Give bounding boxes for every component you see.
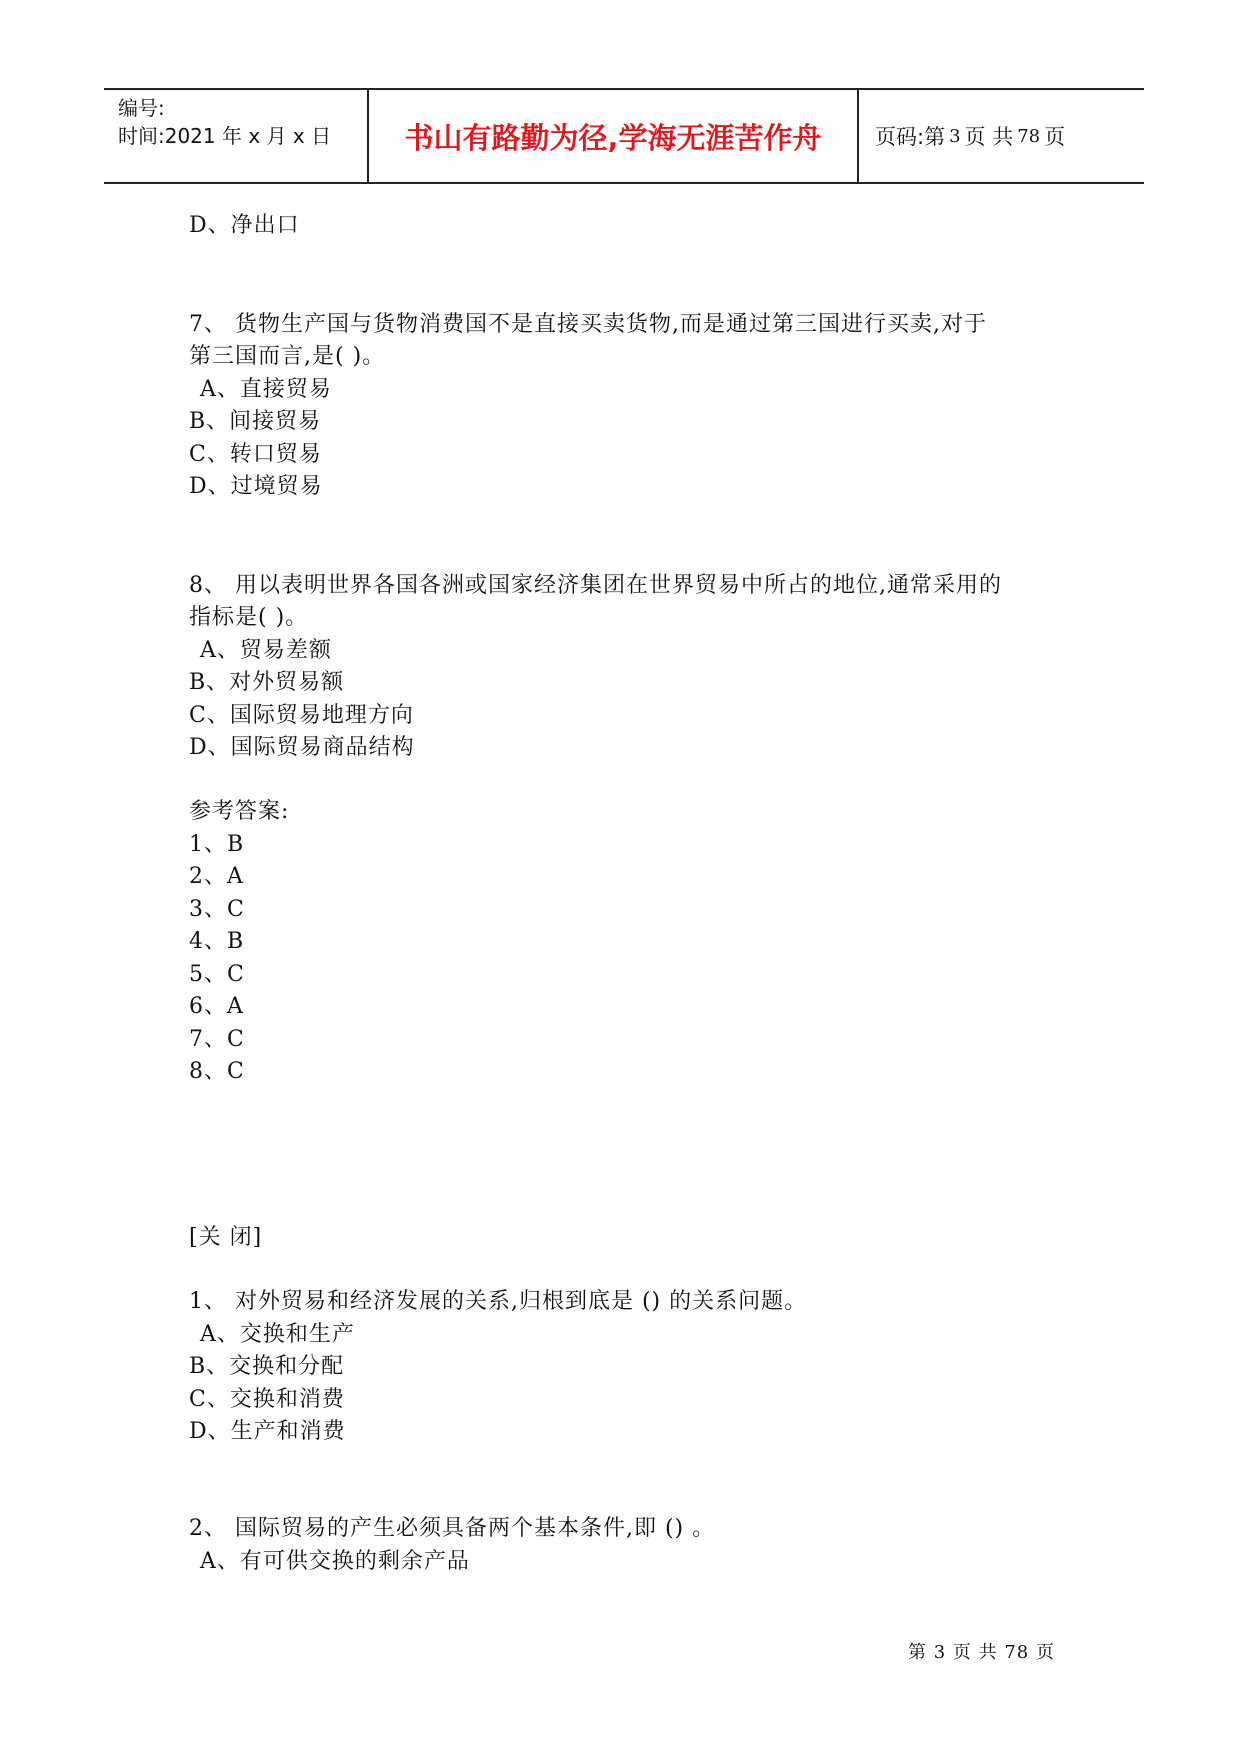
question-8-line-2: 指标是( )。	[189, 605, 309, 630]
page-total: 78	[1017, 125, 1041, 147]
answer-7: 7、C	[189, 1027, 245, 1052]
q8-option-c: C、国际贸易地理方向	[189, 703, 414, 728]
q1-option-c: C、交换和消费	[189, 1387, 345, 1412]
q8-option-a: A、贸易差额	[200, 638, 332, 663]
page-footer: 第 3 页 共 78 页	[908, 1642, 1055, 1663]
answer-1: 1、B	[189, 832, 245, 857]
q1-option-b: B、交换和分配	[189, 1354, 345, 1379]
answer-2: 2、A	[189, 864, 244, 889]
time-label: 时间:2021 年 x 月 x 日	[118, 124, 332, 148]
serial-label: 编号:	[118, 96, 165, 120]
page-number: 3	[949, 125, 961, 147]
answer-4: 4、B	[189, 929, 245, 954]
header-motto: 书山有路勤为径,学海无涯苦作舟	[369, 90, 859, 182]
page-mid: 页 共	[964, 125, 1014, 149]
close-link[interactable]: [关 闭]	[189, 1225, 263, 1250]
q1-option-a: A、交换和生产	[200, 1322, 355, 1347]
question-1: 1、 对外贸易和经济发展的关系,归根到底是 () 的关系问题。	[189, 1289, 808, 1314]
answer-8: 8、C	[189, 1059, 245, 1084]
question-7-line-2: 第三国而言,是( )。	[189, 344, 386, 369]
answer-3: 3、C	[189, 897, 245, 922]
q7-option-b: B、间接贸易	[189, 409, 322, 434]
page-prefix: 页码:第	[875, 125, 946, 149]
q7-option-d: D、过境贸易	[189, 474, 323, 499]
question-7-line-1: 7、 货物生产国与货物消费国不是直接买卖货物,而是通过第三国进行买卖,对于	[189, 312, 987, 337]
answer-6: 6、A	[189, 994, 244, 1019]
q7-option-a: A、直接贸易	[200, 377, 332, 402]
header-page-info	[859, 90, 1142, 182]
answer-5: 5、C	[189, 962, 245, 987]
question-8-line-1: 8、 用以表明世界各国各洲或国家经济集团在世界贸易中所占的地位,通常采用的	[189, 573, 1002, 598]
page-suffix: 页	[1044, 125, 1066, 149]
question-2: 2、 国际贸易的产生必须具备两个基本条件,即 () 。	[189, 1516, 716, 1541]
q1-option-d: D、生产和消费	[189, 1419, 346, 1444]
q2-option-a: A、有可供交换的剩余产品	[200, 1549, 470, 1574]
q8-option-b: B、对外贸易额	[189, 670, 345, 695]
answers-heading: 参考答案:	[189, 799, 290, 824]
q7-option-c: C、转口贸易	[189, 442, 322, 467]
page-header	[104, 88, 1144, 184]
q8-option-d: D、国际贸易商品结构	[189, 735, 415, 760]
option-d-net-export: D、净出口	[189, 213, 300, 238]
header-meta	[104, 90, 369, 182]
